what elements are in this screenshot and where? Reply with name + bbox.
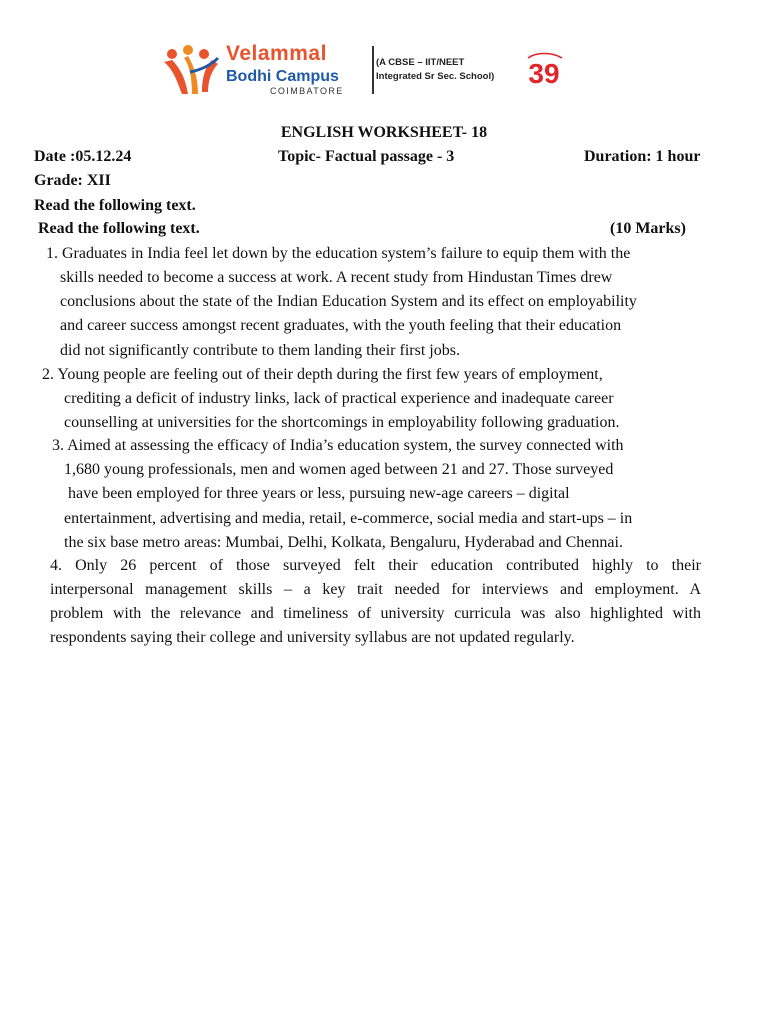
anniversary-badge-icon bbox=[522, 52, 566, 86]
worksheet-grade: Grade: XII bbox=[34, 172, 111, 189]
marks-label: (10 Marks) bbox=[610, 220, 686, 237]
school-logo-header bbox=[160, 38, 570, 98]
passage-line: the six base metro areas: Mumbai, Delhi, Kolkata, Bengaluru, Hyderabad and Chennai. bbox=[64, 534, 623, 551]
logo-divider bbox=[372, 46, 374, 94]
passage-line: conclusions about the state of the Indian Education System and its effect on employability bbox=[60, 293, 637, 310]
passage-line: 3. Aimed at assessing the efficacy of India’s education system, the survey connected with bbox=[52, 437, 624, 454]
brand-name: Velammal bbox=[226, 42, 327, 65]
passage-line: counselling at universities for the shortcomings in employability following graduation. bbox=[64, 414, 620, 431]
passage-line: 4. Only 26 percent of those surveyed felt their education contributed highly to their bbox=[50, 557, 701, 574]
passage-line: have been employed for three years or less, pursuing new-age careers – digital bbox=[68, 485, 570, 502]
passage-line: 1. Graduates in India feel let down by the education system’s failure to equip them with the bbox=[46, 245, 631, 262]
passage-line: 2. Young people are feeling out of their depth during the first few years of employment, bbox=[42, 366, 603, 383]
worksheet-date: Date :05.12.24 bbox=[34, 148, 132, 165]
passage-line: respondents saying their college and university syllabus are not updated regularly. bbox=[50, 629, 575, 646]
passage-line: skills needed to become a success at work. A recent study from Hindustan Times drew bbox=[60, 269, 613, 286]
instruction-text-repeat: Read the following text. bbox=[38, 220, 200, 237]
passage-line: did not significantly contribute to them landing their first jobs. bbox=[60, 342, 460, 359]
instruction-text: Read the following text. bbox=[34, 197, 196, 214]
worksheet-title: ENGLISH WORKSHEET- 18 bbox=[280, 124, 488, 141]
brand-campus: Bodhi Campus bbox=[226, 68, 339, 85]
anniversary-number: 39 bbox=[528, 58, 560, 86]
passage-line: 1,680 young professionals, men and women aged between 21 and 27. Those surveyed bbox=[64, 461, 614, 478]
passage-line: entertainment, advertising and media, retail, e-commerce, social media and start-ups – in bbox=[64, 510, 633, 527]
tagline-line-1: (A CBSE – IIT/NEET bbox=[376, 57, 465, 68]
brand-city: COIMBATORE bbox=[270, 86, 344, 96]
passage-line: problem with the relevance and timeliness of university curricula was also highlighted with bbox=[50, 605, 701, 622]
worksheet-duration: Duration: 1 hour bbox=[584, 148, 701, 165]
tagline-line-2: Integrated Sr Sec. School) bbox=[376, 71, 495, 82]
passage-line: crediting a deficit of industry links, lack of practical experience and inadequate career bbox=[64, 390, 614, 407]
school-tagline bbox=[376, 56, 494, 84]
passage-line: and career success amongst recent graduates, with the youth feeling that their education bbox=[60, 317, 622, 334]
worksheet-topic: Topic- Factual passage - 3 bbox=[278, 148, 455, 165]
school-emblem-icon bbox=[160, 44, 222, 96]
passage-line: interpersonal management skills – a key trait needed for interviews and employment. A bbox=[50, 581, 701, 598]
